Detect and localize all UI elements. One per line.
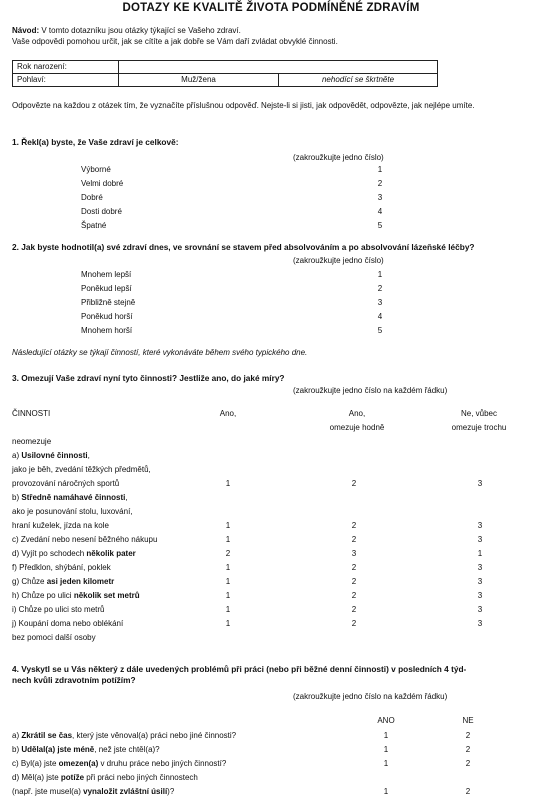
q2-option[interactable]: [0, 312, 542, 326]
answer-3[interactable]: 3: [477, 591, 483, 600]
q3-row-a-line2: jako je běh, zvedání těžkých předmětů,: [12, 465, 151, 474]
answer-ano[interactable]: 1: [383, 787, 389, 796]
sex-options[interactable]: Muž/žena: [119, 74, 279, 87]
option-label: Poněkud lepší: [81, 284, 132, 293]
answer-3[interactable]: 3: [477, 619, 483, 628]
option-number[interactable]: 3: [377, 193, 383, 202]
row-label: j) Koupání doma nebo oblékání: [12, 619, 124, 628]
answer-2[interactable]: 2: [351, 591, 357, 600]
q3-col-activity: ČINNOSTI: [12, 409, 51, 418]
answer-3[interactable]: 3: [477, 563, 483, 572]
q3-row-b-title: b) Středně namáhavé činnosti,: [12, 493, 128, 502]
answer-2[interactable]: 2: [351, 521, 357, 530]
option-label: Mnohem horší: [81, 326, 133, 335]
q3-col2-header-line2: omezuje hodně: [329, 423, 385, 432]
following-note: Následující otázky se týkají činností, které vykonáváte během svého typického dne.: [12, 348, 308, 357]
option-label: Poněkud horší: [81, 312, 133, 321]
option-number[interactable]: 3: [377, 298, 383, 307]
answer-2[interactable]: 2: [351, 479, 357, 488]
answer-ne[interactable]: 2: [465, 745, 471, 754]
answer-1[interactable]: 1: [225, 563, 231, 572]
intro-text: [12, 25, 532, 47]
row-label: provozování náročných sportů: [12, 479, 120, 488]
option-label: Přibližně stejně: [81, 298, 136, 307]
birth-year-label: Rok narození:: [13, 61, 119, 74]
answer-2[interactable]: 3: [351, 549, 357, 558]
q3-col1-header: Ano,: [219, 409, 237, 418]
q2-title: 2. Jak byste hodnotil(a) své zdraví dnes, ve srovnání se stavem před absolvováním a po absolvování lázeňské léčby?: [12, 242, 475, 252]
q4-title: 4. Vyskytl se u Vás některý z dále uvedených problémů při práci (nebo při běžné denní činnosti) v posledních 4 týd- nech kvůli zdravotním potížím?: [12, 664, 467, 685]
answer-1[interactable]: 1: [225, 535, 231, 544]
identity-table: [12, 60, 438, 87]
row-label: c) Zvedání nebo nesení běžného nákupu: [12, 535, 158, 544]
q3-col3-header: Ne, vůbec: [460, 409, 498, 418]
page-title: DOTAZY KE KVALITĚ ŽIVOTA PODMÍNĚNÉ ZDRAVÍM: [122, 2, 420, 14]
q1-option[interactable]: [0, 193, 542, 207]
option-label: Dosti dobré: [81, 207, 122, 216]
q1-option[interactable]: [0, 179, 542, 193]
option-label: Dobré: [81, 193, 103, 202]
q4-row-d-line1: d) Měl(a) jste potíže při práci nebo jiných činnostech: [12, 773, 198, 782]
row-label: c) Byl(a) jste omezen(a) v druhu práce nebo jiných činností?: [12, 759, 227, 768]
answer-1[interactable]: 1: [225, 619, 231, 628]
option-number[interactable]: 2: [377, 179, 383, 188]
answer-2[interactable]: 2: [351, 577, 357, 586]
answer-ano[interactable]: 1: [383, 745, 389, 754]
q3-col3-header-line2: omezuje trochu: [451, 423, 507, 432]
row-label: b) Udělal(a) jste méně, než jste chtěl(a)?: [12, 745, 160, 754]
q1-option[interactable]: [0, 207, 542, 221]
answer-2[interactable]: 2: [351, 563, 357, 572]
intro-label: Návod:: [12, 26, 40, 35]
q2-option[interactable]: [0, 270, 542, 284]
q1-option[interactable]: [0, 221, 542, 235]
answer-3[interactable]: 3: [477, 479, 483, 488]
answer-2[interactable]: 2: [351, 605, 357, 614]
answer-ne[interactable]: 2: [465, 787, 471, 796]
option-label: Velmi dobré: [81, 179, 124, 188]
row-label: hraní kuželek, jízda na kole: [12, 521, 109, 530]
q2-option[interactable]: [0, 284, 542, 298]
answer-ne[interactable]: 2: [465, 731, 471, 740]
row-label: i) Chůze po ulici sto metrů: [12, 605, 105, 614]
answer-3[interactable]: 3: [477, 605, 483, 614]
answer-1[interactable]: 1: [225, 591, 231, 600]
option-label: Výborné: [81, 165, 111, 174]
q4-col-ne: NE: [462, 716, 474, 725]
intro-line-1: V tomto dotazníku jsou otázky týkající se Vašeho zdraví.: [41, 26, 241, 35]
q2-note: (zakroužkujte jedno číslo): [293, 256, 384, 265]
row-label: h) Chůze po ulici několik set metrů: [12, 591, 140, 600]
option-number[interactable]: 1: [377, 165, 383, 174]
row-label: d) Vyjít po schodech několik pater: [12, 549, 136, 558]
row-label: g) Chůze asi jeden kilometr: [12, 577, 115, 586]
answer-ano[interactable]: 1: [383, 731, 389, 740]
sex-label: Pohlaví:: [13, 74, 119, 87]
instructions: Odpovězte na každou z otázek tím, že vyznačíte příslušnou odpověď. Nejste-li si jisti, jak odpovědět, odpovězte, jak nejlépe umíte.: [12, 101, 475, 110]
q3-col3-header-line3: neomezuje: [12, 437, 52, 446]
q1-note: (zakroužkujte jedno číslo): [293, 153, 384, 162]
answer-ne[interactable]: 2: [465, 759, 471, 768]
option-number[interactable]: 1: [377, 270, 383, 279]
row-label: (např. jste musel(a) vynaložit zvláštní úsilí)?: [12, 787, 175, 796]
answer-1[interactable]: 1: [225, 479, 231, 488]
answer-3[interactable]: 3: [477, 521, 483, 530]
q4-col-ano: ANO: [377, 716, 395, 725]
q2-option[interactable]: [0, 326, 542, 340]
option-number[interactable]: 4: [377, 312, 383, 321]
option-number[interactable]: 4: [377, 207, 383, 216]
answer-1[interactable]: 2: [225, 549, 231, 558]
answer-3[interactable]: 3: [477, 577, 483, 586]
sex-note: nehodící se škrtněte: [279, 74, 438, 87]
answer-2[interactable]: 2: [351, 619, 357, 628]
intro-line-2: Vaše odpovědi pomohou určit, jak se cítíte a jak dobře se Vám daří zvládat obvyklé činnosti.: [12, 37, 338, 46]
option-label: Mnohem lepší: [81, 270, 132, 279]
q3-row-j-line2: bez pomoci další osoby: [12, 633, 96, 642]
q3-col2-header: Ano,: [348, 409, 366, 418]
answer-1[interactable]: 1: [225, 521, 231, 530]
q3-row-b-line2: ako je posunování stolu, luxování,: [12, 507, 133, 516]
q1-option[interactable]: [0, 165, 542, 179]
option-label: Špatné: [81, 221, 107, 230]
answer-2[interactable]: 2: [351, 535, 357, 544]
answer-3[interactable]: 1: [477, 549, 483, 558]
option-number[interactable]: 2: [377, 284, 383, 293]
q4-note: (zakroužkujte jedno číslo na každém řádku): [293, 692, 448, 701]
q2-option[interactable]: [0, 298, 542, 312]
row-label: f) Předklon, shýbání, poklek: [12, 563, 111, 572]
answer-1[interactable]: 1: [225, 605, 231, 614]
option-number[interactable]: 5: [377, 221, 383, 230]
row-label: a) Zkrátil se čas, který jste věnoval(a) práci nebo jiné činnosti?: [12, 731, 237, 740]
q3-row-a-title: a) Usilovné činnosti,: [12, 451, 90, 460]
option-number[interactable]: 5: [377, 326, 383, 335]
q1-title: 1. Řekl(a) byste, že Vaše zdraví je celkově:: [12, 137, 179, 147]
q3-title: 3. Omezují Vaše zdraví nyní tyto činnosti? Jestliže ano, do jaké míry?: [12, 373, 285, 383]
birth-year-field[interactable]: [119, 61, 438, 74]
q3-note: (zakroužkujte jedno číslo na každém řádku): [293, 386, 448, 395]
answer-ano[interactable]: 1: [383, 759, 389, 768]
answer-3[interactable]: 3: [477, 535, 483, 544]
answer-1[interactable]: 1: [225, 577, 231, 586]
